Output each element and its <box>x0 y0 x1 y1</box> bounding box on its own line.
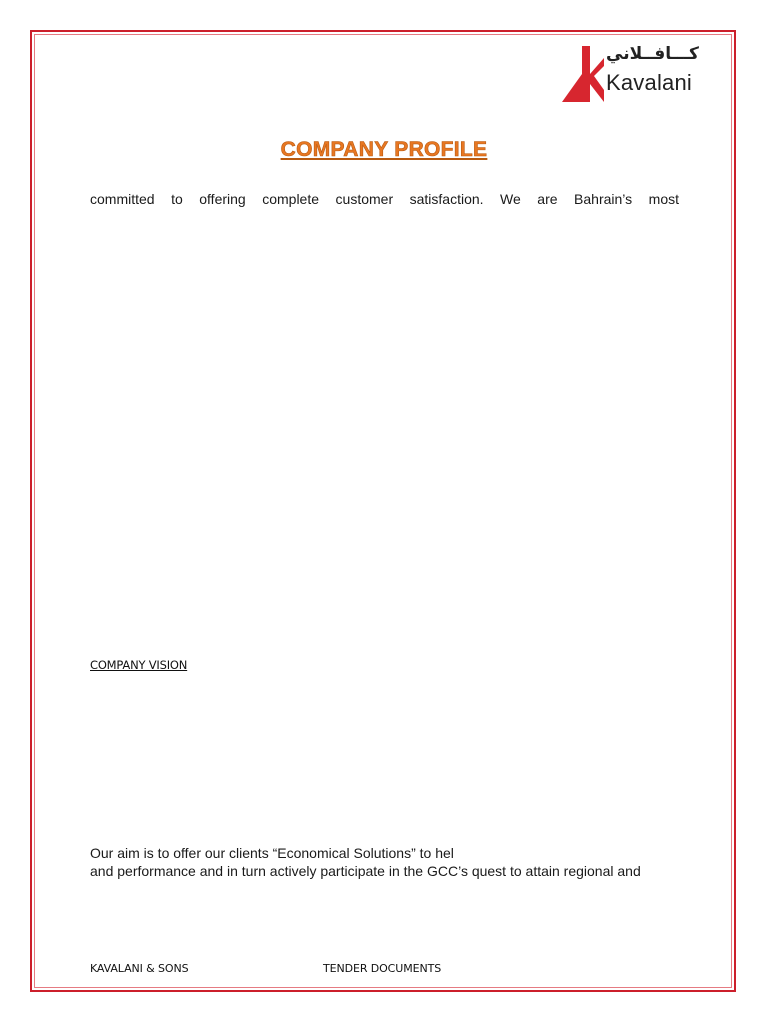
page-title: COMPANY PROFILE <box>280 138 488 161</box>
footer-document-type: TENDER DOCUMENTS <box>323 962 442 975</box>
logo-latin-text: Kavalani <box>606 70 692 95</box>
kavalani-logo <box>560 42 699 104</box>
vision-line-2: and performance and in turn actively participate in the GCC’s quest to attain regional and <box>90 863 641 879</box>
profile-paragraph: committed to offering complete customer satisfaction. We are Bahrain’s most <box>90 191 679 207</box>
logo-arabic-text: كـــافــلاني <box>606 44 699 64</box>
footer-company: KAVALANI & SONS <box>90 962 189 975</box>
kavalani-k-icon <box>560 46 604 102</box>
vision-heading: COMPANY VISION <box>90 658 188 672</box>
vision-line-1: Our aim is to offer our clients “Economical Solutions” to hel <box>90 845 454 861</box>
